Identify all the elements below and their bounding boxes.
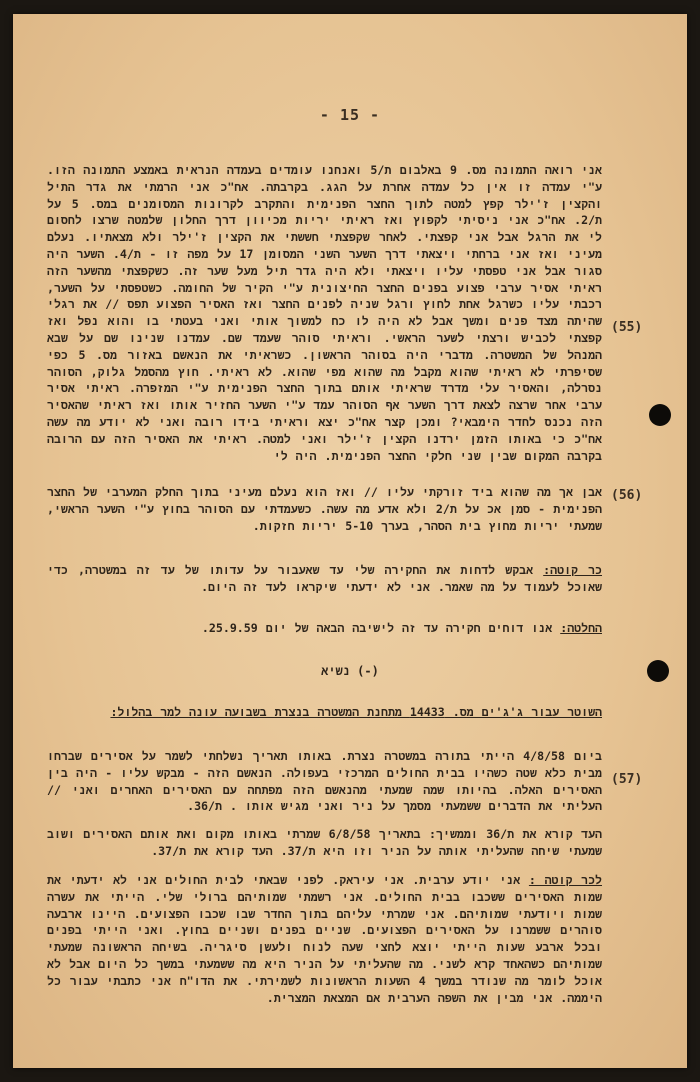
paragraph-text: אני רואה התמונה מס. 9 באלבום ת/5 ואנחנו עומדים בעמדה הנראית באמצע התמונה הזו. ע"י עמדה זו אין כל עמדה אחרת על הגג. בקרבתה. אח"כ אני הרמתי את גדר התיל והקצין ז'ילר קפץ למטה לתוך החצר הפנימית והתקרב לקרונות המסומנים במס. 5 על ת/2. אח"כ אני ניסיתי לקפוץ ואז ראיתי יריות מכיוון דרך החלון שלמטה שרצו לחסום לי את הרגל אבל אני קפצתי. לאחר שקפצתי חששתי את הקצין ז'ילר ולא מצאתיו. נעלם מעיני ואז אני ברחתי ויצאתי דרך השער השני המסומן 17 על מפה זו - ת/4. השער היה סגור אבל אני טפסתי עליו ויצאתי ולא היה גדר תיל מעל שער זה. כשקפצתי מהשער הזה ראיתי אסיר ערבי פצוע בפנים החצר החיצונית ע"י הקיר של החומה. כשטפסתי על השער, רכבתי עליו כשרגל אחת לחוץ ורגל שניה לפנים החצר ואז האסיר הפצוע תפס // את רגלי שהיתה מצד פנים ומשך אבל לא היה לו כח למשוך אותי ואני בעטתי בו והוא נפל ואז קפצתי לכביש ורצתי לשער הראשי. וראיתי סוהר שעמד שם. עמדנו שנינו שם על שבא המנהל של המשטרה. מדברי היה בסוהר הראשון. כשראיתי את הנאשם באזור מס. 5 כפי שסיפרתי לא ראיתי שהוא מקבל מה שהוא מפי שהוא. לא ראיתי. חוץ מהסמל גלוק, הסוהר נסרלה, והאסיר עלי מדרד שראיתי אותם בתוך החצר הפנימית ע"י המזפרה. ראיתי אסיר ערבי אחר שרצה לצאת דרך השער אף הסוהר עמד ע"י השער החזיר אותו ואז ראיתי שהאסיר הזה נכנס לחדר הימבאי? ומכן קצר אח"כ יצא וראיתי בידו רובה ואני לא יודע מה עשה אח"כ כי באותו הזמן ירדנו הקצין ז'ילר ואני למטה. ראיתי את האסיר הזה עם הרובה בקרבה המקום שבין שני חלקי החצר הפנימית. היה לי (47, 163, 602, 463)
document-page (13, 14, 687, 1068)
witness-testimony (47, 748, 602, 816)
punch-hole (649, 404, 671, 426)
cross-exam-2-text: אני יודע ערבית. אני עיראק. לפני שבאתי לבית החולים אני לא ידעתי את שמות האסירים ששכבו בבית החולים. אני רשמתי שמותיהם ברולי שלי. הייתי את עשרה שמות ויודעתי שמותיהם. אני שמרתי עליהם בתוך החדר שבו שכבו הפצועים. היינו ארבעה סוהרים ששמרנו על האסירים הפצועים. שניים בפנים ושניים בחוץ. ואני הייתי בפנים ובכל ארבע שעות הייתי יוצא לחצי שעה לנוח ולעשן סיגריה. בשיחה הראשונה שמעתי שמותיהם כשהאחד קרא לשני. מה שהעליתי על הניר היא מה ששמעתי במשך כל היום אבל לא אוכל לומר מה שנודר במשך 4 השעות הראשונות לשמירתי. את הדו"ח אני כתבתי עבור כל היממה. אני מבין את השפה הערבית אם המצאת המצרית. (47, 873, 602, 1005)
decision-text: אנו דוחים חקירה עד זה לישיבה הבאה של יום 25.9.59. (201, 621, 553, 635)
witness-text-2: העד קורא את ת/36 וממשיך: בתאריך 6/8/58 שמרתי באותו מקום ואת אותם האסירים ושוב שמעתי שיחה שהעליתי אותה על הניר וזו היא ת/37. העד קורא את ת/37. (47, 827, 602, 858)
cross-exam-text: אבקש לדחות את החקירה שלי עד שאעבור על עדותו של עד זה במשטרה, כדי שאוכל לעמוד על מה שאמר. אני לא ידעתי שיקראו לעד זה היום. (47, 563, 602, 594)
decision (47, 620, 602, 640)
cross-exam-2 (47, 872, 602, 1022)
witness-heading (47, 704, 602, 740)
margin-number: (57) (611, 772, 643, 787)
witness-heading-text: השוטר עבור ג'ג'ים מס. 14433 מתחנת המשטרה בנצרת בשבועה עונה למר בהלול: (110, 705, 602, 719)
margin-number: (55) (611, 320, 643, 335)
witness-testimony-2 (47, 826, 602, 862)
paragraph-text: אבן אך מה שהוא ביד זורקתי עליו // ואז הוא נעלם מעיני בתוך החלק המערבי של החצר הפנימית - סמן אכ על ת/2 ולא אדע מה עשה. כשעמדתי עם הסוהר בחוץ ע"י השער הראשי, שמעתי יריות מחוץ בית הסהר, בערך 5-10 יריות חזקות. (47, 485, 602, 533)
page-number: - 15 - (319, 106, 381, 124)
margin-number: (56) (611, 488, 643, 503)
testimony-paragraph-2 (47, 484, 602, 552)
decision-label: החלטה: (560, 621, 602, 635)
cross-exam-label: כר קוטה: (543, 563, 602, 577)
cross-exam-request (47, 562, 602, 614)
signature: (-) נשיא (321, 664, 379, 678)
cross-exam-2-label: לכר קוטה : (528, 873, 602, 887)
testimony-paragraph-1 (47, 162, 602, 480)
witness-text: ביום 4/8/58 הייתי בתורה במשטרה נצרת. באותו תאריך נשלחתי לשמר על אסירים שברחו מבית כלא שטה כשהיו בבית החולים המרכזי בעפולה. הנאשם הזה - מבקש עליו - היה בין האסירים האלה. בהיותו שמה שמעתי מהנאשם הזה מפתחה עם האסירים האחרים ואני // העליתי את הדברים ששמעתי מסמך על ניר ואני מגיש אותו . ת/36. (47, 749, 602, 814)
